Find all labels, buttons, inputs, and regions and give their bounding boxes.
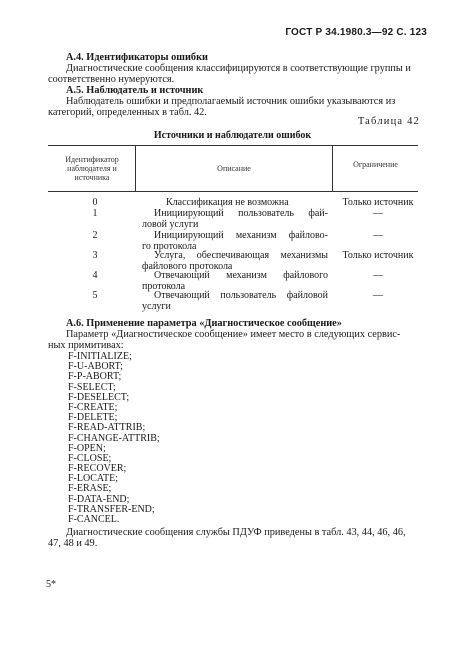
list-item: F-INITIALIZE; (68, 351, 132, 362)
page-header: ГОСТ Р 34.1980.3—92 С. 123 (285, 27, 427, 38)
table-row-description: Услуга, обеспечивающая механизмы файлового протокола (142, 250, 328, 272)
table-row-description: Инициирующий пользователь фай- ловой услуги (142, 208, 328, 230)
table-row-description: Классификация не возможна (166, 197, 289, 208)
section-a5-line1: Наблюдатель ошибки и предполагаемый источник ошибки указываются из (66, 96, 396, 107)
table-row-id: 5 (92, 290, 98, 301)
list-item: F-CLOSE; (68, 452, 112, 464)
list-item: F-CHANGE-ATTRIB; (68, 432, 160, 444)
list-item: F-CREATE; (68, 401, 118, 413)
table-row-limitation: Только источник (342, 197, 414, 208)
table-row-limitation: Только источник (342, 250, 414, 261)
list-item: F-RECOVER; (68, 463, 127, 475)
table-row-description: Инициирующий механизм файлово- го протокола (142, 230, 328, 252)
closing-line2: 47, 48 и 49. (48, 538, 98, 549)
section-a6-line1: Параметр «Диагностическое сообщение» имеет место в следующих сервис- (66, 329, 401, 340)
primitives-list (68, 352, 160, 525)
list-item: F-DELETE; (68, 412, 118, 424)
closing-line1: Диагностические сообщения службы ПДУФ приведены в табл. 43, 44, 46, 46, (66, 527, 406, 538)
list-item: F-ERASE; (68, 483, 112, 495)
table-row-id: 2 (92, 230, 98, 241)
list-item: F-DESELECT; (68, 391, 130, 403)
list-item: F-P-ABORT; (68, 371, 122, 383)
list-item: F-OPEN; (68, 442, 106, 454)
table-row-limitation: — (373, 290, 383, 301)
table-row-description: Отвечающий механизм файлового протокола (142, 270, 328, 292)
table-header-rule (48, 191, 418, 192)
section-a5-title: А.5. Наблюдатель и источник (66, 85, 204, 96)
table-header-limitation: Ограничение (353, 160, 398, 169)
table-title: Источники и наблюдатели ошибок (153, 130, 312, 141)
list-item: F-SELECT; (68, 381, 116, 393)
section-a6-line2: ных примитивах: (48, 340, 124, 351)
list-item: F-TRANSFER-END; (68, 503, 155, 515)
table-header-id: Идентификатор наблюдателя и источника (65, 155, 119, 182)
table-header-description: Описание (217, 164, 251, 173)
section-a4-title: А.4. Идентификаторы ошибки (66, 52, 208, 63)
table-top-rule (48, 145, 418, 146)
page-footer-mark: 5* (46, 579, 56, 590)
table-row-id: 4 (92, 270, 98, 281)
table-label: Таблица 42 (357, 116, 420, 127)
list-item: F-CANCEL. (68, 514, 120, 525)
list-item: F-LOCATE; (68, 473, 118, 485)
table-row-id: 0 (92, 197, 98, 208)
table-row-limitation: — (373, 270, 383, 281)
section-a6-title: А.6. Применение параметра «Диагностическое сообщение» (66, 318, 342, 329)
table-row-id: 1 (92, 208, 98, 219)
section-a4-line1: Диагностические сообщения классифицируются в соответствующие группы и (66, 63, 411, 74)
table-row-limitation: — (373, 230, 383, 241)
section-a4-line2: соответственно нумеруются. (48, 74, 175, 85)
table-row-description: Отвечающий пользователь файловой услуги (142, 290, 328, 312)
table-row-limitation: — (373, 208, 383, 219)
list-item: F-READ-ATTRIB; (68, 422, 146, 434)
list-item: F-U-ABORT; (68, 361, 123, 373)
list-item: F-DATA-END; (68, 493, 130, 505)
section-a5-line2: категорий, определенных в табл. 42. (48, 107, 207, 118)
table-row-id: 3 (92, 250, 98, 261)
